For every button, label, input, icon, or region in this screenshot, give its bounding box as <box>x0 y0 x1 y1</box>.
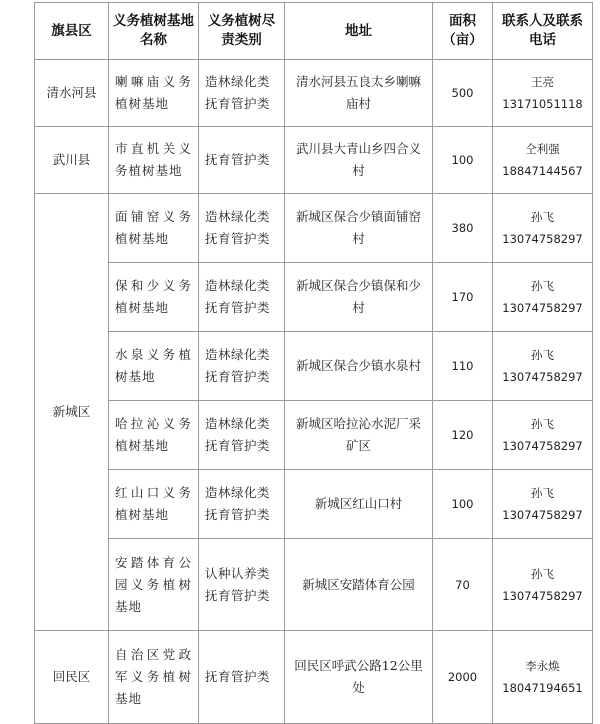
contact-cell <box>493 263 593 332</box>
county-cell: 武川县 <box>35 127 109 194</box>
table-row <box>35 127 593 194</box>
contact-cell <box>493 127 593 194</box>
type-cell <box>199 539 285 631</box>
type-cell <box>199 127 285 194</box>
contact-phone: 13074758297 <box>502 508 583 522</box>
base-name-cell: 喇嘛庙义务植树基地 <box>109 60 199 127</box>
header-county: 旗县区 <box>35 3 109 60</box>
type-cell <box>199 470 285 539</box>
address-cell: 新城区保合少镇水泉村 <box>285 332 433 401</box>
base-name-cell: 红山口义务植树基地 <box>109 470 199 539</box>
base-name-cell: 哈拉沁义务植树基地 <box>109 401 199 470</box>
area-cell: 100 <box>433 127 493 194</box>
county-cell: 回民区 <box>35 631 109 724</box>
table-row <box>35 470 593 539</box>
base-name-cell: 水泉义务植树基地 <box>109 332 199 401</box>
header-row <box>35 3 593 60</box>
base-name-cell: 安踏体育公园义务植树基地 <box>109 539 199 631</box>
type-cell <box>199 194 285 263</box>
header-contact: 联系人及联系电话 <box>493 3 593 60</box>
type-line: 抚育管护类 <box>205 152 271 167</box>
contact-phone: 13074758297 <box>502 232 583 246</box>
contact-phone: 13171051118 <box>502 97 583 111</box>
table-row <box>35 539 593 631</box>
table-row <box>35 401 593 470</box>
type-line: 造林绿化类 <box>205 347 271 362</box>
header-type: 义务植树尽责类别 <box>199 3 285 60</box>
type-line: 抚育管护类 <box>205 96 271 111</box>
contact-cell <box>493 470 593 539</box>
type-line: 抚育管护类 <box>205 438 271 453</box>
type-cell <box>199 60 285 127</box>
planting-base-table <box>34 2 593 724</box>
address-cell: 新城区红山口村 <box>285 470 433 539</box>
contact-person: 孙飞 <box>531 417 554 431</box>
contact-person: 孙飞 <box>531 348 554 362</box>
contact-person: 仝利强 <box>525 142 560 156</box>
base-name-cell: 自治区党政军义务植树基地 <box>109 631 199 724</box>
header-base-name: 义务植树基地名称 <box>109 3 199 60</box>
type-line: 造林绿化类 <box>205 485 271 500</box>
type-line: 造林绿化类 <box>205 209 271 224</box>
contact-person: 李永焕 <box>525 659 560 673</box>
type-line: 抚育管护类 <box>205 369 271 384</box>
contact-person: 王亮 <box>531 75 554 89</box>
type-line: 抚育管护类 <box>205 231 271 246</box>
area-cell: 100 <box>433 470 493 539</box>
table-row <box>35 194 593 263</box>
county-cell: 新城区 <box>35 194 109 631</box>
type-line: 抚育管护类 <box>205 300 271 315</box>
area-cell: 120 <box>433 401 493 470</box>
contact-cell <box>493 332 593 401</box>
table-row <box>35 60 593 127</box>
type-line: 造林绿化类 <box>205 74 271 89</box>
address-cell: 新城区保合少镇面铺窑村 <box>285 194 433 263</box>
contact-person: 孙飞 <box>531 279 554 293</box>
contact-cell <box>493 539 593 631</box>
type-line: 抚育管护类 <box>205 507 271 522</box>
contact-phone: 18047194651 <box>502 681 583 695</box>
contact-phone: 13074758297 <box>502 370 583 384</box>
base-name-cell: 面铺窑义务植树基地 <box>109 194 199 263</box>
contact-cell <box>493 60 593 127</box>
contact-cell <box>493 194 593 263</box>
contact-cell <box>493 631 593 724</box>
contact-phone: 13074758297 <box>502 588 583 603</box>
contact-phone: 13074758297 <box>502 439 583 453</box>
contact-cell <box>493 401 593 470</box>
table-row <box>35 263 593 332</box>
address-cell: 新城区哈拉沁水泥厂采矿区 <box>285 401 433 470</box>
address-cell: 清水河县五良太乡喇嘛庙村 <box>285 60 433 127</box>
area-cell: 380 <box>433 194 493 263</box>
type-line: 造林绿化类 <box>205 416 271 431</box>
base-name-cell: 保和少义务植树基地 <box>109 263 199 332</box>
address-cell: 武川县大青山乡四合义村 <box>285 127 433 194</box>
area-cell: 2000 <box>433 631 493 724</box>
base-name-cell: 市直机关义务植树基地 <box>109 127 199 194</box>
table-row <box>35 631 593 724</box>
contact-person: 孙飞 <box>531 486 554 500</box>
header-address: 地址 <box>285 3 433 60</box>
contact-phone: 18847144567 <box>502 164 583 178</box>
address-cell: 新城区保合少镇保和少村 <box>285 263 433 332</box>
contact-person: 孙飞 <box>531 566 554 581</box>
table-row <box>35 332 593 401</box>
type-cell <box>199 263 285 332</box>
area-cell: 70 <box>433 539 493 631</box>
type-line: 抚育管护类 <box>205 669 271 684</box>
area-cell: 170 <box>433 263 493 332</box>
type-line: 抚育管护类 <box>205 587 271 603</box>
area-cell: 110 <box>433 332 493 401</box>
type-cell <box>199 401 285 470</box>
address-cell: 新城区安踏体育公园 <box>285 539 433 631</box>
area-cell: 500 <box>433 60 493 127</box>
type-cell <box>199 332 285 401</box>
address-cell: 回民区呼武公路12公里处 <box>285 631 433 724</box>
county-cell: 清水河县 <box>35 60 109 127</box>
contact-person: 孙飞 <box>531 210 554 224</box>
header-area: 面积（亩） <box>433 3 493 60</box>
type-cell <box>199 631 285 724</box>
type-line: 造林绿化类 <box>205 278 271 293</box>
type-line: 认种认养类 <box>205 565 271 581</box>
contact-phone: 13074758297 <box>502 301 583 315</box>
